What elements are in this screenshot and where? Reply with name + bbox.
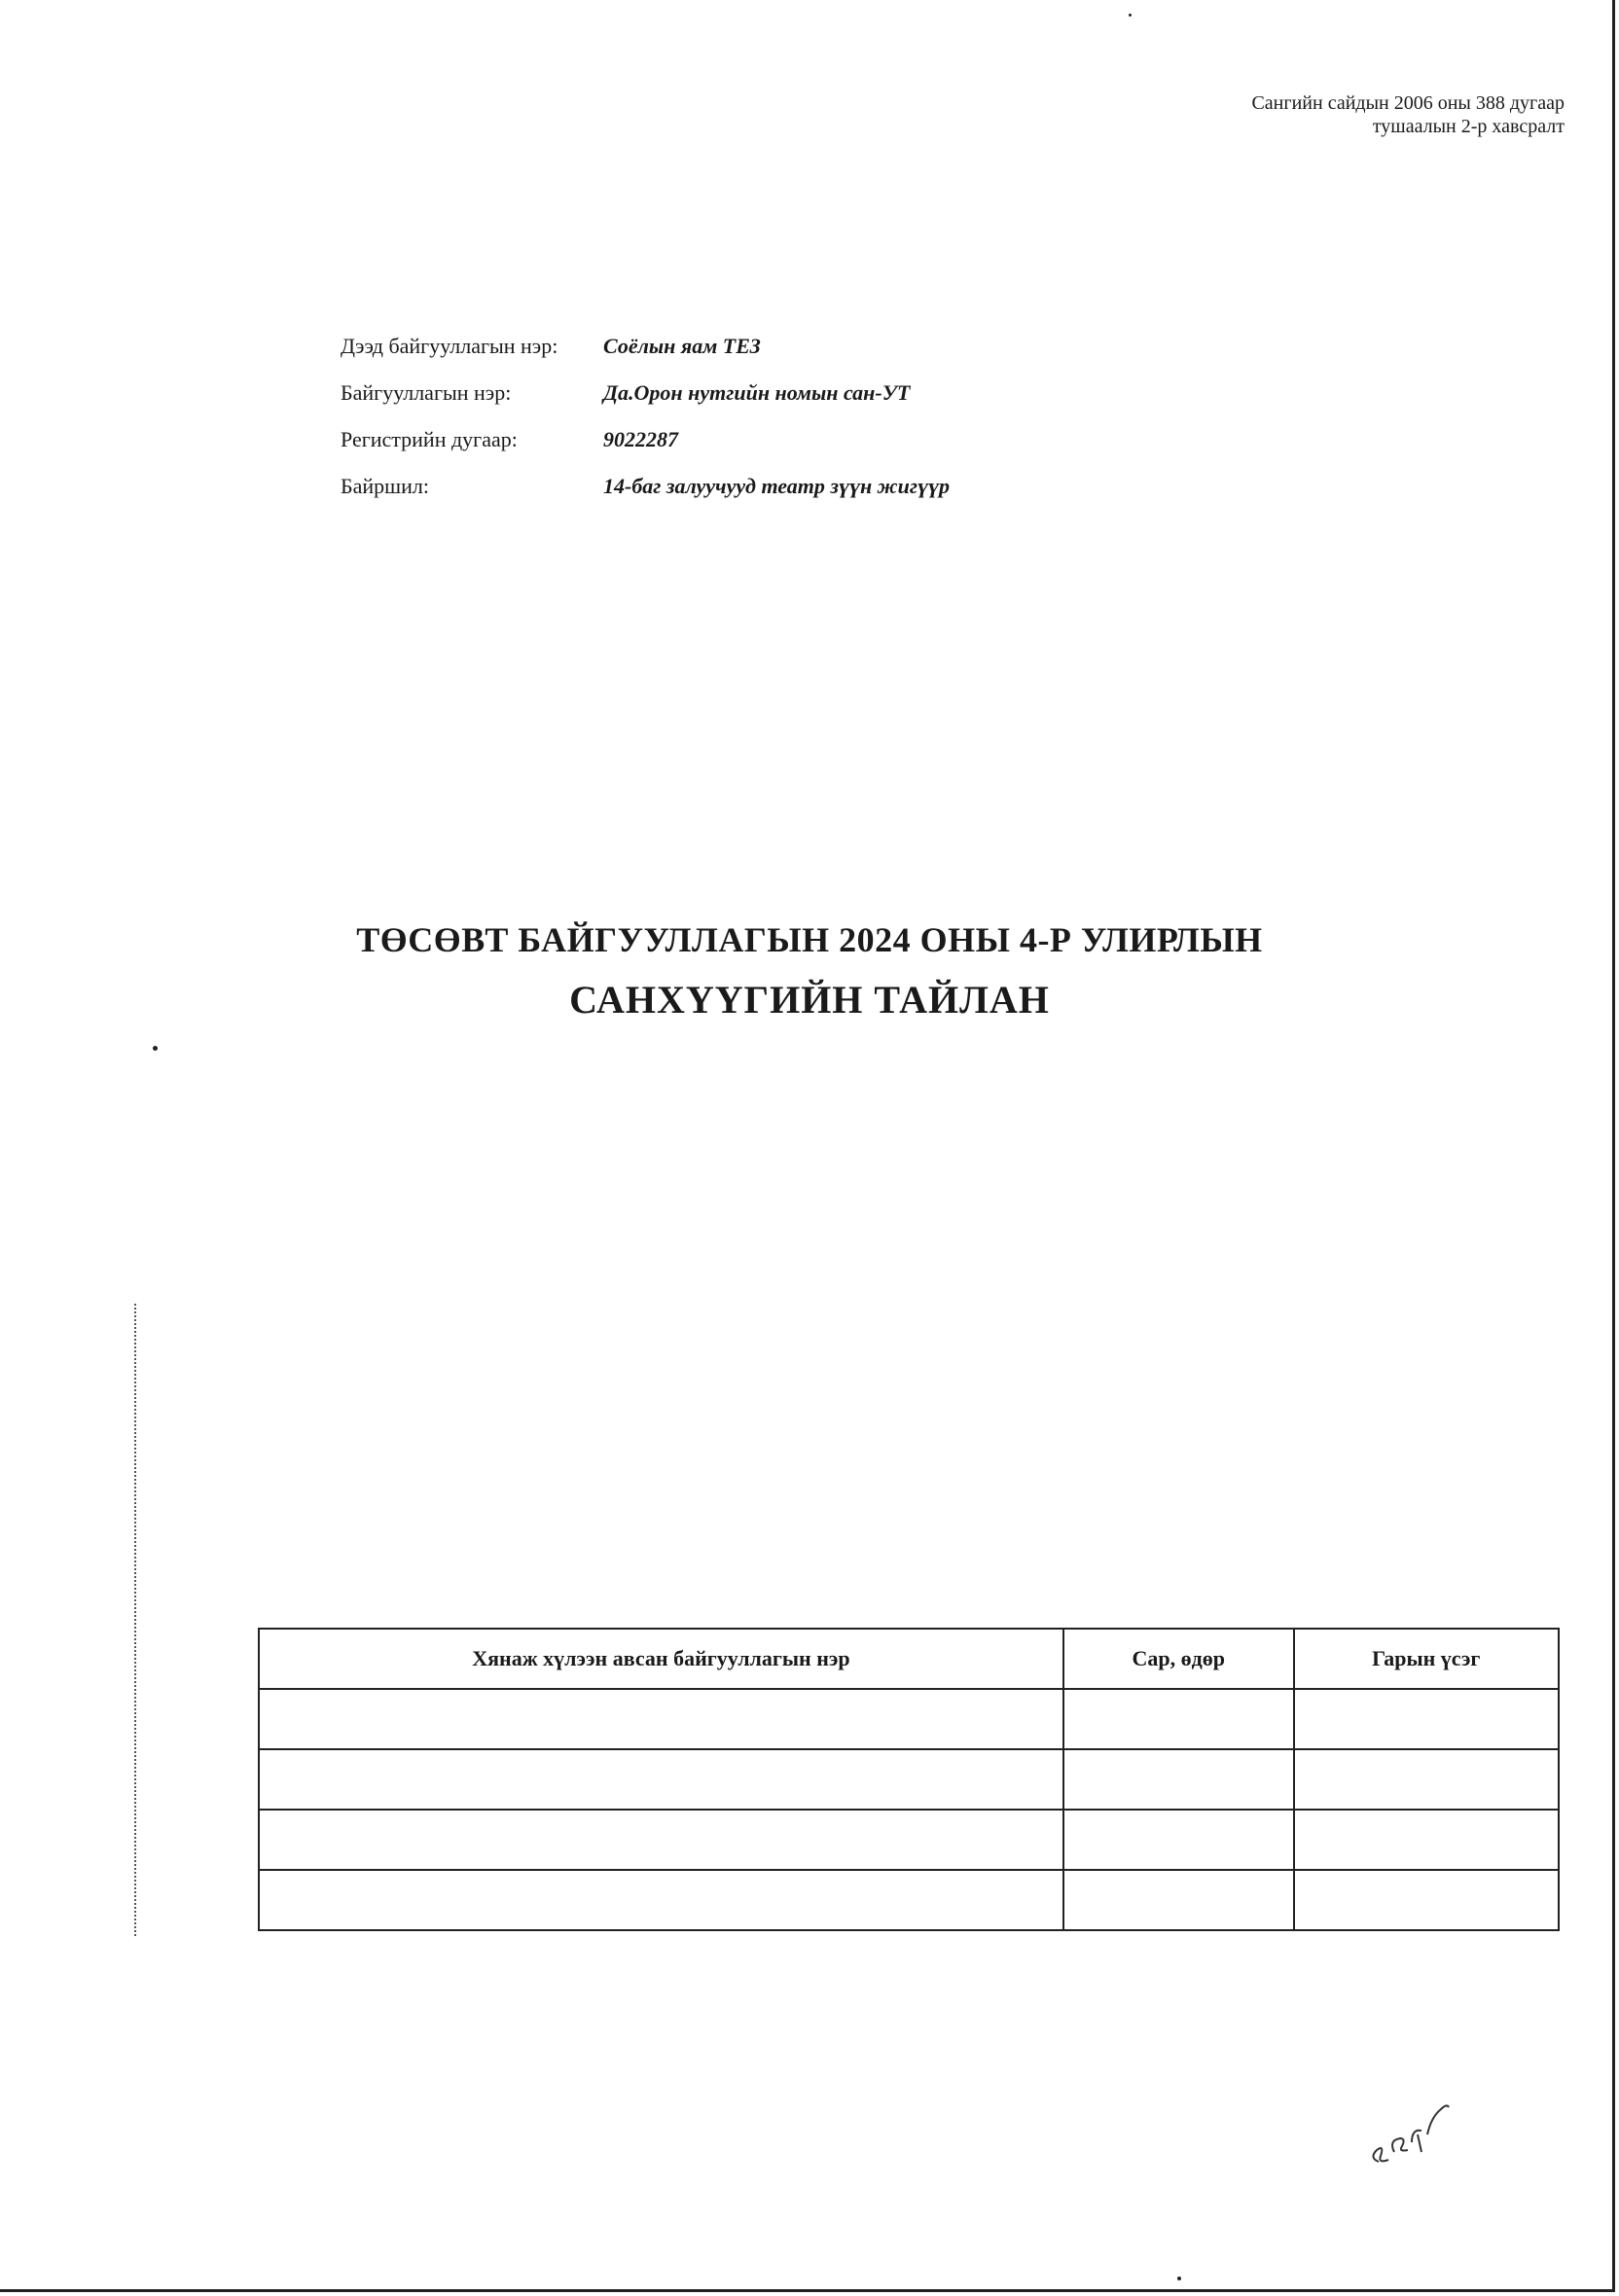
table-row	[259, 1870, 1559, 1930]
report-title-line2: САНХҮҮГИЙН ТАЙЛАН	[569, 978, 1050, 1022]
scan-speck	[1177, 2277, 1181, 2280]
attachment-note	[1059, 91, 1565, 138]
org-cell	[259, 1749, 1063, 1810]
registration-label: Регистрийн дугаар:	[341, 427, 518, 451]
location-value: 14-баг залуучууд театр зүүн жигүүр	[603, 474, 950, 498]
table-row	[259, 1689, 1559, 1749]
handwritten-page-number	[1357, 2092, 1464, 2179]
approval-table	[258, 1628, 1560, 1931]
table-row	[259, 1749, 1559, 1810]
location-label: Байршил:	[341, 474, 429, 498]
parent-org-value: Соёлын яам ТЕЗ	[603, 334, 761, 358]
date-cell	[1063, 1870, 1294, 1930]
date-cell	[1063, 1689, 1294, 1749]
signature-cell	[1294, 1749, 1559, 1810]
signature-cell	[1294, 1810, 1559, 1870]
org-name-label: Байгууллагын нэр:	[341, 380, 512, 405]
signature-cell	[1294, 1870, 1559, 1930]
table-row	[259, 1810, 1559, 1870]
date-cell	[1063, 1810, 1294, 1870]
organization-info	[341, 323, 1216, 510]
report-title	[0, 915, 1619, 1035]
attachment-note-line1: Сангийн сайдын 2006 оны 388 дугаар	[1251, 92, 1565, 114]
scan-speck	[153, 1046, 158, 1051]
column-header-org: Хянаж хүлээн авсан байгууллагын нэр	[259, 1629, 1063, 1689]
column-header-date: Сар, өдөр	[1063, 1629, 1294, 1689]
info-row-org-name	[341, 370, 1216, 416]
registration-value: 9022287	[603, 427, 678, 451]
binding-hole-marks	[134, 1304, 140, 1936]
org-cell	[259, 1689, 1063, 1749]
info-row-location	[341, 463, 1216, 510]
signature-cell	[1294, 1689, 1559, 1749]
column-header-signature: Гарын үсэг	[1294, 1629, 1559, 1689]
date-cell	[1063, 1749, 1294, 1810]
org-cell	[259, 1870, 1063, 1930]
scan-speck	[1129, 14, 1132, 17]
info-row-parent-org	[341, 323, 1216, 370]
attachment-note-line2: тушаалын 2-р хавсралт	[1372, 116, 1565, 137]
parent-org-label: Дээд байгууллагын нэр:	[341, 334, 558, 358]
report-title-line1: ТӨСӨВТ БАЙГУУЛЛАГЫН 2024 ОНЫ 4-Р УЛИРЛЫН	[356, 920, 1263, 959]
table-header-row	[259, 1629, 1559, 1689]
info-row-registration	[341, 416, 1216, 463]
org-cell	[259, 1810, 1063, 1870]
org-name-value: Да.Орон нутгийн номын сан-УТ	[603, 380, 911, 405]
